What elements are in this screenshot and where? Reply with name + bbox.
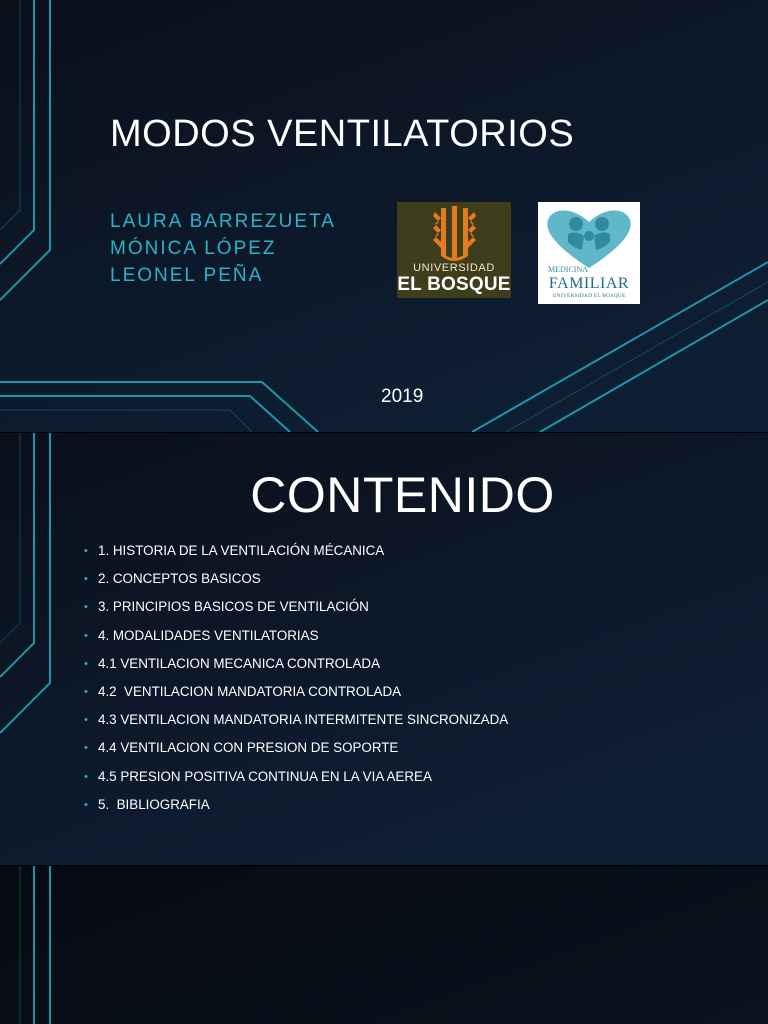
universidad-el-bosque-logo (397, 202, 511, 298)
bullet-icon: • (84, 742, 88, 755)
list-item-text: 5. BIBLIOGRAFIA (98, 796, 210, 812)
circuit-decoration (0, 866, 768, 1024)
list-item-text: 2. CONCEPTOS BASICOS (98, 571, 261, 587)
list-item (84, 656, 508, 684)
author-name: MÓNICA LÓPEZ (110, 238, 277, 259)
list-item-text: 1. HISTORIA DE LA VENTILACIÓN MÉCANICA (98, 543, 385, 558)
list-item-text: 4.5 PRESION POSITIVA CONTINUA EN LA VIA AEREA (98, 768, 432, 784)
bullet-icon: • (84, 685, 88, 698)
contents-list (84, 543, 508, 825)
bullet-icon: • (84, 770, 88, 783)
heart-family-icon (538, 202, 640, 272)
bullet-icon: • (84, 545, 88, 557)
bullet-icon: • (84, 798, 88, 811)
contents-slide[interactable] (0, 433, 768, 865)
logo-text: MEDICINA (548, 265, 588, 274)
bullet-icon: • (84, 657, 88, 670)
author-list (110, 208, 336, 289)
bullet-icon: • (84, 601, 88, 614)
next-slide-preview[interactable] (0, 866, 768, 1024)
list-item-text: 3. PRINCIPIOS BASICOS DE VENTILACIÓN (98, 599, 369, 615)
author-name: LAURA BARREZUETA (110, 211, 336, 232)
list-item (84, 684, 508, 712)
bullet-icon: • (84, 629, 88, 642)
bullet-icon: • (84, 573, 88, 586)
list-item (84, 543, 508, 571)
list-item (84, 769, 508, 797)
author-name: LEONEL PEÑA (110, 265, 264, 286)
list-item-text: 4.1 VENTILACION MECANICA CONTROLADA (98, 655, 381, 671)
presentation-title: MODOS VENTILATORIOS (110, 113, 575, 155)
logo-text: FAMILIAR (548, 275, 630, 292)
list-item (84, 740, 508, 768)
list-item (84, 599, 508, 627)
logo-text: EL BOSQUE (397, 274, 511, 295)
bosque-emblem-icon (397, 202, 511, 264)
bullet-icon: • (84, 714, 88, 727)
logo-text: UNIVERSIDAD (413, 262, 495, 274)
list-item (84, 571, 508, 599)
list-item-text: 4. MODALIDADES VENTILATORIAS (98, 627, 319, 643)
list-item-text: 4.4 VENTILACION CON PRESION DE SOPORTE (98, 740, 399, 756)
medicina-familiar-logo (538, 202, 640, 304)
list-item-text: 4.3 VENTILACION MANDATORIA INTERMITENTE SINCRONIZADA (98, 712, 509, 728)
presentation-year: 2019 (381, 386, 424, 407)
list-item (84, 797, 508, 825)
section-title: CONTENIDO (250, 467, 555, 523)
title-slide[interactable] (0, 0, 768, 432)
list-item (84, 628, 508, 656)
list-item-text: 4.2 VENTILACION MANDATORIA CONTROLADA (98, 683, 402, 699)
logo-text: UNIVERSIDAD EL BOSQUE (552, 293, 626, 299)
list-item (84, 712, 508, 740)
